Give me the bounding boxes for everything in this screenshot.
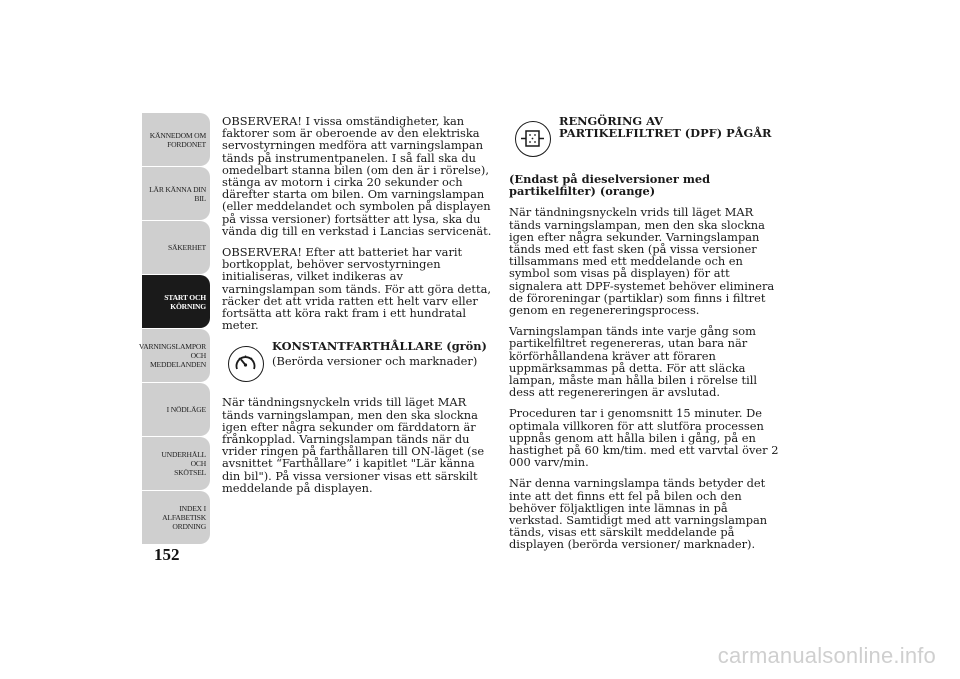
- tab-lar-kanna-din-bil[interactable]: LÄR KÄNNA DIN BIL: [142, 167, 210, 220]
- tab-sakerhet[interactable]: SÄKERHET: [142, 221, 210, 274]
- cruise-control-section: [222, 340, 494, 396]
- particulate-filter-icon: [515, 121, 551, 157]
- cruise-title: KONSTANTFARTHÅLLARE (grön): [272, 339, 487, 354]
- left-column: [222, 115, 494, 503]
- tab-start-och-korning[interactable]: START OCH KÖRNING: [142, 275, 210, 328]
- cruise-subtitle: (Berörda versioner och marknader): [272, 353, 478, 368]
- paragraph: OBSERVERA! Efter att batteriet har varit bortkopplat, behöver servostyrningen initialiseras, vilket indikeras av varningslampan som tänds. För att göra detta, räcker det att vrida ratten ett helt varv eller fortsätta att köra rakt fram i ett hundratal meter.: [222, 245, 491, 333]
- tab-underhall-och-skotsel[interactable]: UNDERHÅLL OCH SKÖTSEL: [142, 437, 210, 490]
- dpf-subtitle: (Endast på dieselversioner med partikelfilter) (orange): [509, 172, 711, 199]
- paragraph: Proceduren tar i genomsnitt 15 minuter. De optimala villkoren för att slutföra processen uppnås genom att hålla bilen i gång, på en hastighet på 60 km/tim. med ett varvtal över 2 000 varv/min.: [509, 406, 779, 470]
- right-column: [509, 115, 779, 560]
- paragraph: När tändningsnyckeln vrids till läget MAR tänds varningslampan, men den ska slockna igen efter några sekunder. Varningslampan tänds med ett fast sken (på vissa versioner tillsammans med ett meddelande och en symbol som visas på displayen) för att signalera att DPF-systemet behöver eliminera de föroreningar (partiklar) som finns i filtret genom en regenereringsprocess.: [509, 205, 775, 318]
- paragraph: OBSERVERA! I vissa omständigheter, kan faktorer som är oberoende av den elektriska servostyrningen medföra att varningslampan tänds på instrumentpanelen. I så fall ska du omedelbart stanna bilen (om den är i rörelse), stänga av motorn i cirka 20 sekunder och därefter starta om bilen. Om varningslampan (eller meddelandet och symbolen på displayen på vissa versioner) fortsätter att lysa, ska du vända dig till en verkstad i Lancias servicenät.: [222, 114, 492, 238]
- tab-i-nodlage[interactable]: I NÖDLÄGE: [142, 383, 210, 436]
- chapter-tabs: [138, 113, 210, 545]
- speedometer-icon: [228, 346, 264, 382]
- dpf-section-header: [509, 115, 779, 173]
- paragraph: När tändningsnyckeln vrids till läget MAR tänds varningslampan, men den ska slockna igen efter några sekunder om färddatorn är frånkopplad. Varningslampan tänds när du vrider ringen på farthållaren till ON-läget (se avsnittet “Farthållare” i kapitlet "Lär känna din bil"). På vissa versioner visas ett särskilt meddelande på displayen.: [222, 395, 485, 495]
- tab-varningslampor[interactable]: VARNINGSLAMPOR OCH MEDDELANDEN: [142, 329, 210, 382]
- page-number: 152: [154, 545, 180, 564]
- tab-kannedom-om-fordonet[interactable]: KÄNNEDOM OM FORDONET: [142, 113, 210, 166]
- tab-index[interactable]: INDEX I ALFABETISK ORDNING: [142, 491, 210, 544]
- paragraph: När denna varningslampa tänds betyder det inte att det finns ett fel på bilen och den behöver följaktligen inte lämnas in på verkstad. Samtidigt med att varningslampan tänds, visas ett särskilt meddelande på displayen (berörda versioner/ marknader).: [509, 476, 768, 552]
- watermark: carmanualsonline.info: [717, 643, 936, 668]
- paragraph: Varningslampan tänds inte varje gång som partikelfiltret regenereras, utan bara när körförhållandena kräver att föraren uppmärksammas på detta. För att släcka lampan, måste man hålla bilen i rörelse till dess att regenereringen är avslutad.: [509, 324, 758, 400]
- dpf-title: RENGÖRING AV PARTIKELFILTRET (DPF) PÅGÅR: [559, 114, 772, 141]
